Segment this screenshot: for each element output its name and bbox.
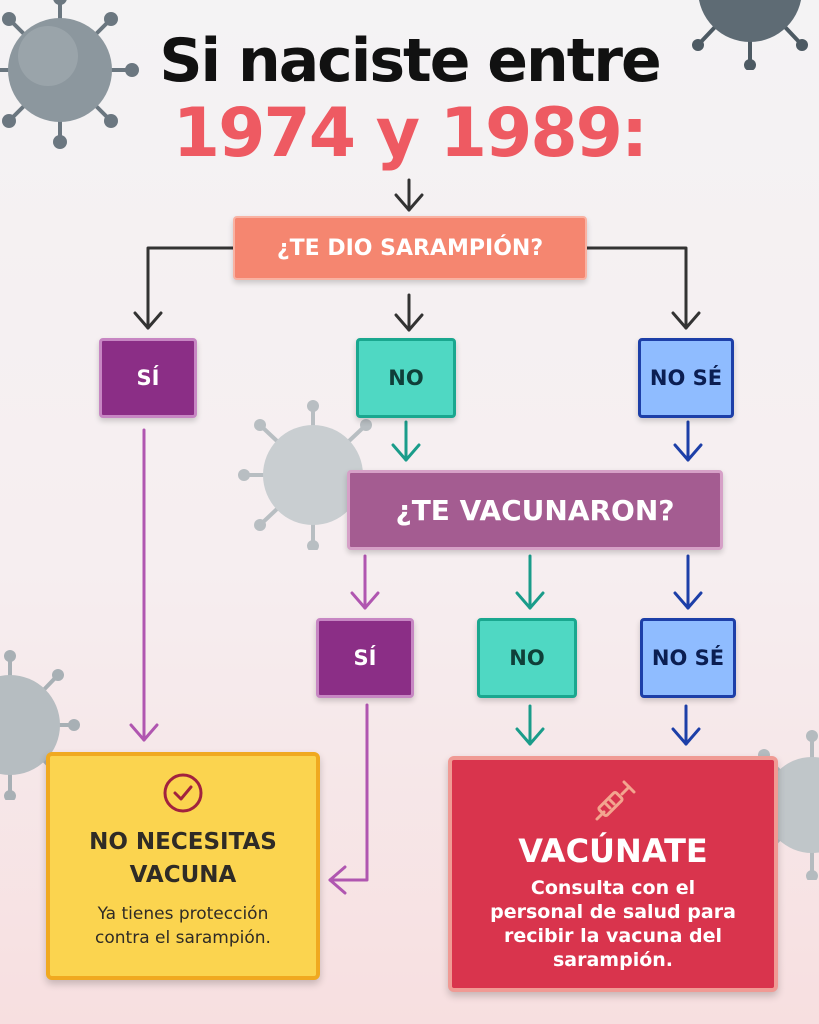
result-no-vaccine-title-line2: VACUNA (129, 862, 237, 888)
question-vaccinated: ¿TE VACUNARON? (347, 470, 723, 550)
arrow-no2-to-vaccinate (517, 706, 543, 744)
answer-no-measles: NO (356, 338, 456, 418)
arrow-nose2-to-vaccinate (673, 706, 699, 744)
syringe-icon (594, 778, 638, 824)
answer-yes-measles: SÍ (99, 338, 197, 418)
result-vaccinate (448, 756, 778, 992)
arrow-question2-to-nose (675, 556, 701, 608)
result-vaccinate-text (466, 876, 760, 972)
answer-unknown-measles: NO SÉ (638, 338, 734, 418)
arrow-no-to-question2 (393, 422, 419, 460)
result-no-vaccine-text-line1: Ya tienes protección (97, 904, 269, 924)
answer-yes-vaccinated: SÍ (316, 618, 414, 698)
result-no-vaccine-title (50, 826, 316, 892)
result-vaccinate-text-line2: personal de salud para (490, 901, 736, 923)
result-vaccinate-text-line4: sarampión. (552, 949, 674, 971)
result-vaccinate-title: VACÚNATE (518, 832, 708, 870)
arrow-nose-to-question2 (675, 422, 701, 460)
arrow-si-to-result-no-vaccine (131, 430, 157, 740)
title-line-1: Si naciste entre (159, 26, 660, 96)
result-no-vaccine-title-line1: NO NECESITAS (89, 829, 277, 855)
result-no-vaccine-text (50, 902, 316, 950)
question-measles: ¿TE DIO SARAMPIÓN? (233, 216, 587, 280)
result-no-vaccine-needed (46, 752, 320, 980)
arrow-question1-to-si (135, 248, 233, 328)
arrow-question1-to-no (396, 295, 422, 330)
result-vaccinate-text-line1: Consulta con el (530, 877, 696, 899)
result-vaccinate-text-line3: recibir la vacuna del (503, 925, 723, 947)
check-circle-icon (162, 772, 204, 814)
arrow-question1-to-nose (587, 248, 699, 328)
answer-no-vaccinated: NO (477, 618, 577, 698)
result-no-vaccine-text-line2: contra el sarampión. (95, 928, 271, 948)
answer-unknown-vaccinated: NO SÉ (640, 618, 736, 698)
title-line-2: 1974 y 1989: (172, 94, 647, 173)
arrow-title-to-question1 (396, 180, 422, 210)
arrow-question2-to-si (352, 556, 378, 608)
arrow-si2-to-result-no-vaccine (330, 705, 367, 893)
arrow-question2-to-no (517, 556, 543, 608)
